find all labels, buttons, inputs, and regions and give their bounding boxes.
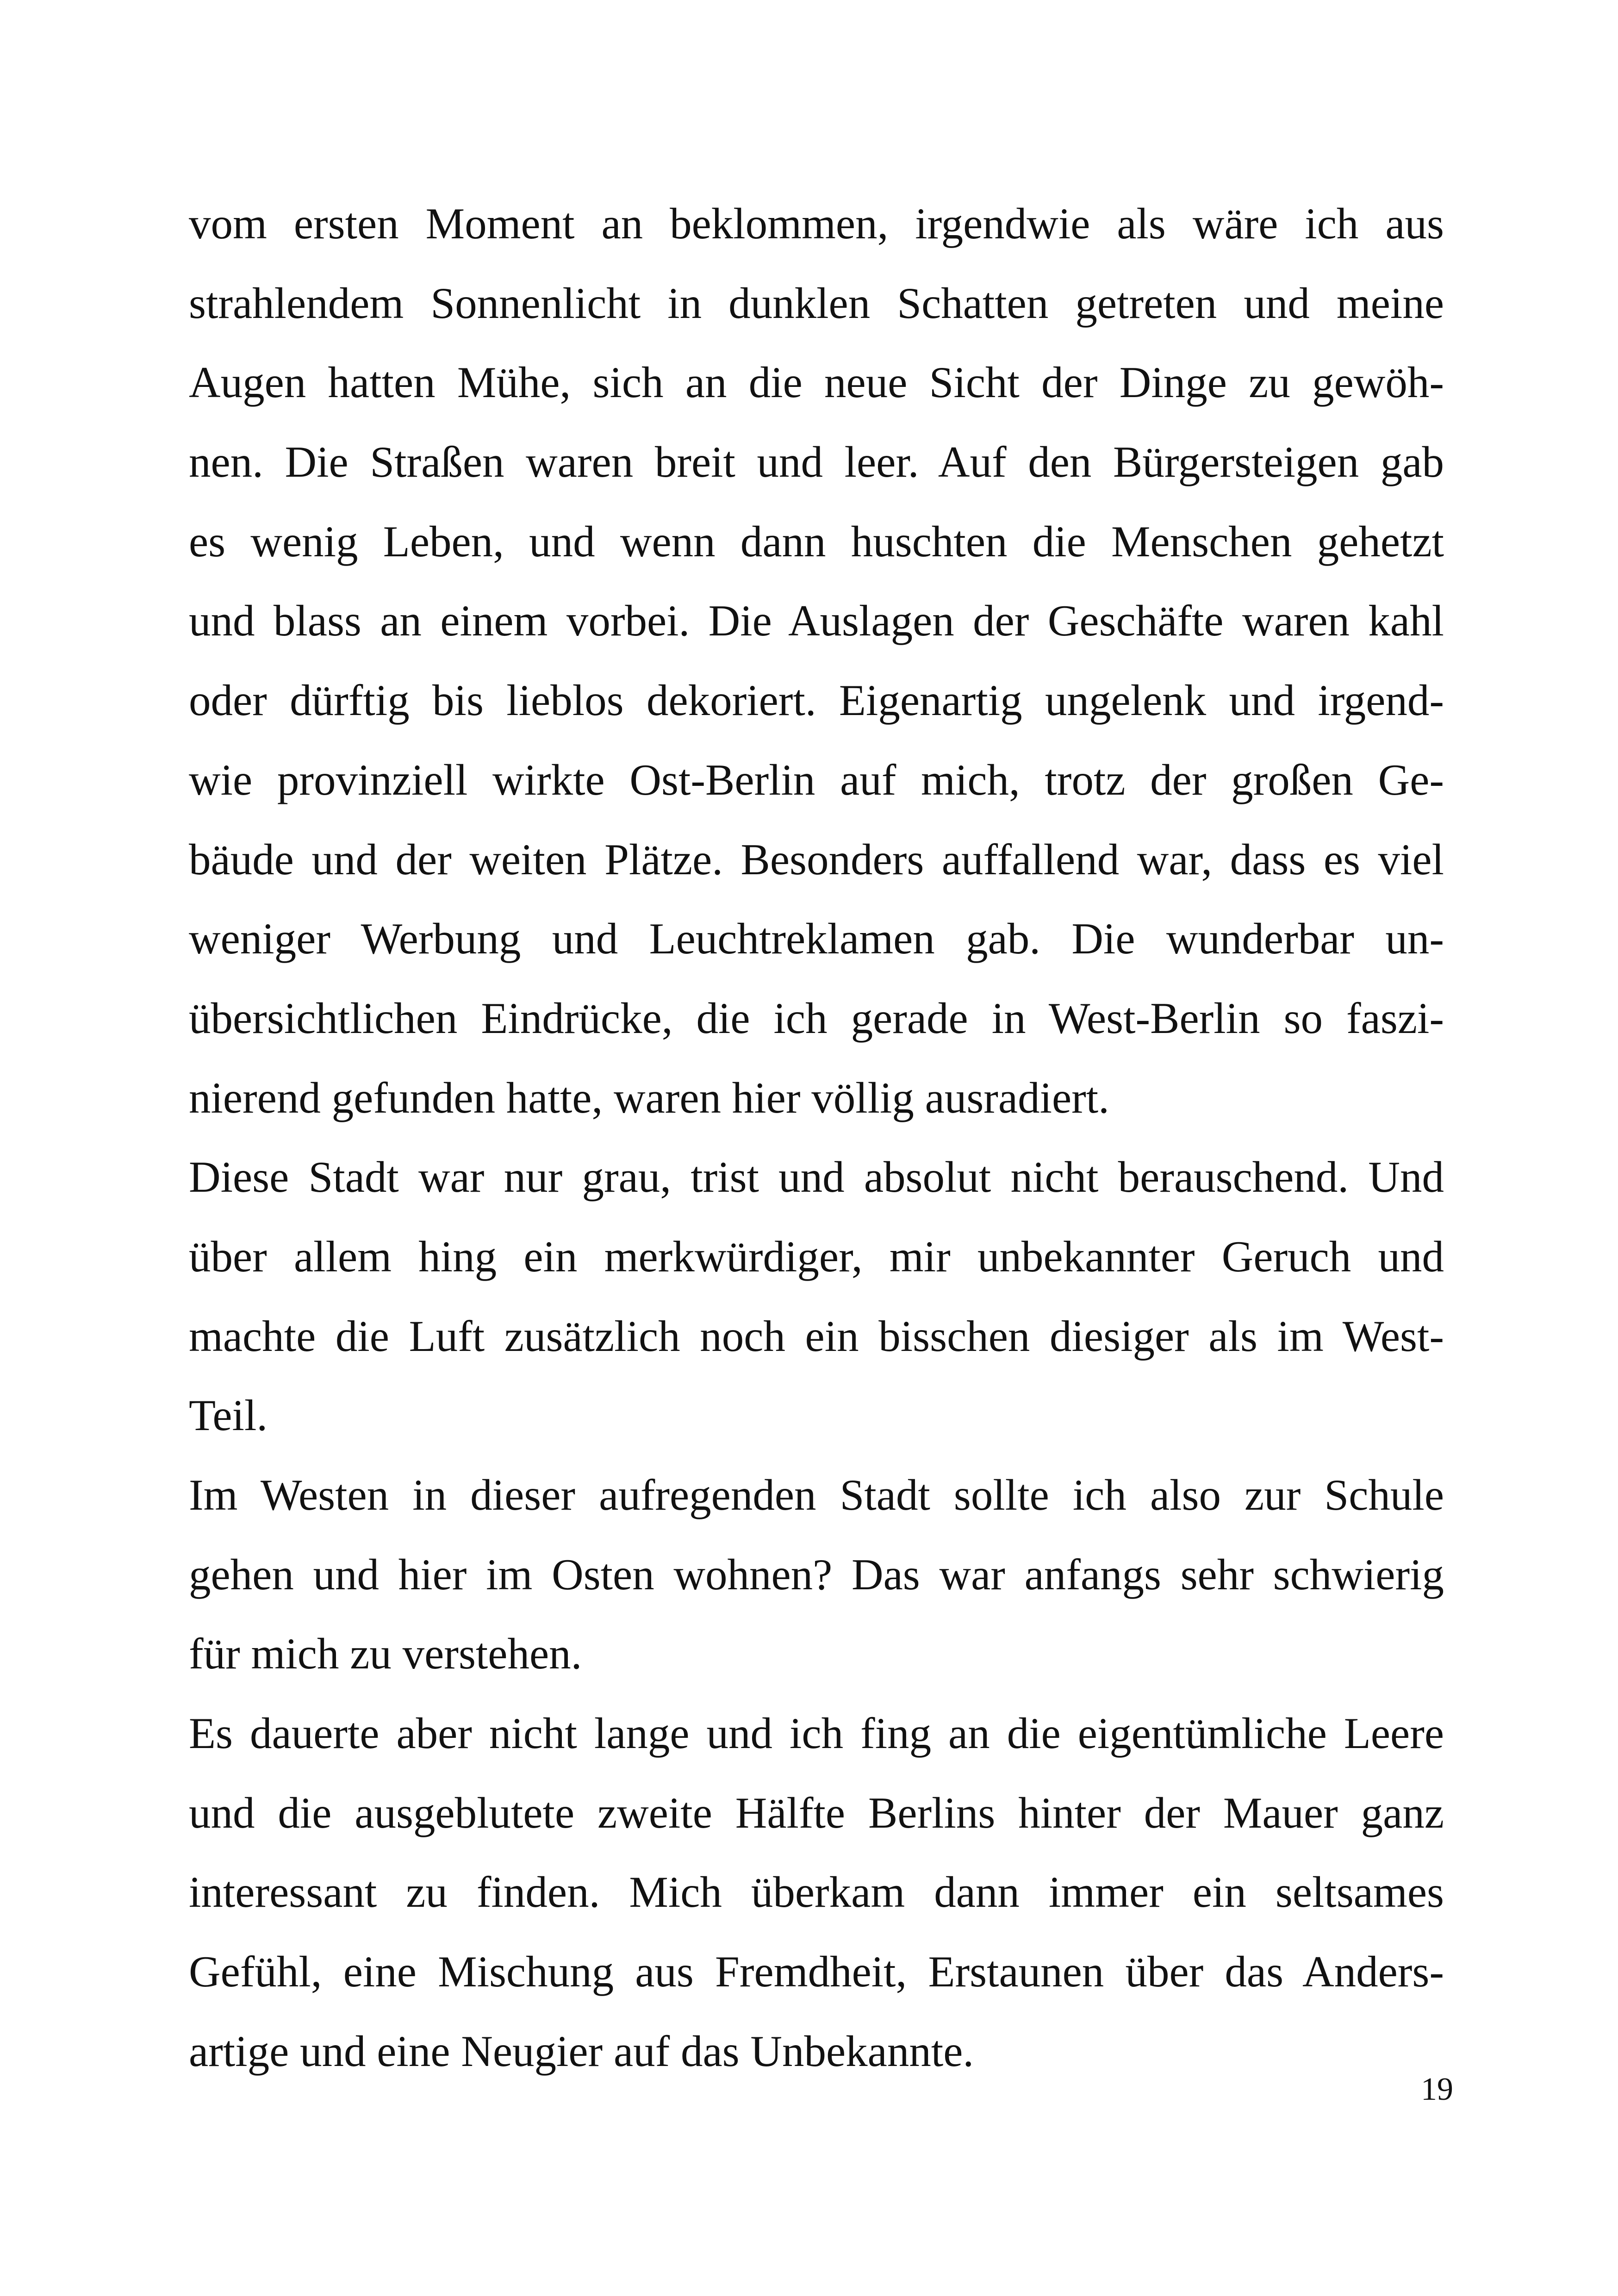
text-line: Teil. <box>189 1391 268 1440</box>
text-line: für mich zu verstehen. <box>189 1629 582 1679</box>
text-line: über allem hing ein merkwürdiger, mir unbekannter Geruch und <box>189 1232 1444 1281</box>
text-line: interessant zu finden. Mich überkam dann immer ein seltsames <box>189 1867 1444 1917</box>
text-line: artige und eine Neugier auf das Unbekannte. <box>189 2026 974 2076</box>
text-line: weniger Werbung und Leuchtreklamen gab. Die wunderbar un- <box>189 914 1444 964</box>
text-line: bäude und der weiten Plätze. Besonders auffallend war, dass es viel <box>189 834 1444 884</box>
page-number: 19 <box>1421 2072 1453 2107</box>
text-line: Gefühl, eine Mischung aus Fremdheit, Erstaunen über das Anders- <box>189 1947 1444 1997</box>
text-line: Im Westen in dieser aufregenden Stadt sollte ich also zur Schule <box>189 1470 1444 1519</box>
text-line: Diese Stadt war nur grau, trist und absolut nicht berauschend. Und <box>189 1152 1444 1202</box>
text-line: nierend gefunden hatte, waren hier völlig ausradiert. <box>189 1073 1109 1122</box>
text-line: gehen und hier im Osten wohnen? Das war anfangs sehr schwierig <box>189 1549 1444 1599</box>
text-line: strahlendem Sonnenlicht in dunklen Schatten getreten und meine <box>189 278 1444 328</box>
text-line: übersichtlichen Eindrücke, die ich gerade in West-Berlin so faszi- <box>189 993 1444 1043</box>
text-line: Augen hatten Mühe, sich an die neue Sicht der Dinge zu gewöh- <box>189 358 1444 407</box>
body-text <box>189 184 1444 2091</box>
text-line: vom ersten Moment an beklommen, irgendwie als wäre ich aus <box>189 199 1444 248</box>
text-line: Es dauerte aber nicht lange und ich fing an die eigentümliche Leere <box>189 1709 1444 1758</box>
text-line: nen. Die Straßen waren breit und leer. Auf den Bürgersteigen gab <box>189 437 1444 487</box>
text-line: und die ausgeblutete zweite Hälfte Berlins hinter der Mauer ganz <box>189 1788 1444 1837</box>
text-line: wie provinziell wirkte Ost-Berlin auf mich, trotz der großen Ge- <box>189 755 1444 804</box>
text-line: oder dürftig bis lieblos dekoriert. Eigenartig ungelenk und irgend- <box>189 676 1444 725</box>
text-line: es wenig Leben, und wenn dann huschten die Menschen gehetzt <box>189 516 1444 566</box>
text-line: und blass an einem vorbei. Die Auslagen der Geschäfte waren kahl <box>189 596 1444 646</box>
text-line: machte die Luft zusätzlich noch ein bisschen diesiger als im West- <box>189 1311 1444 1361</box>
